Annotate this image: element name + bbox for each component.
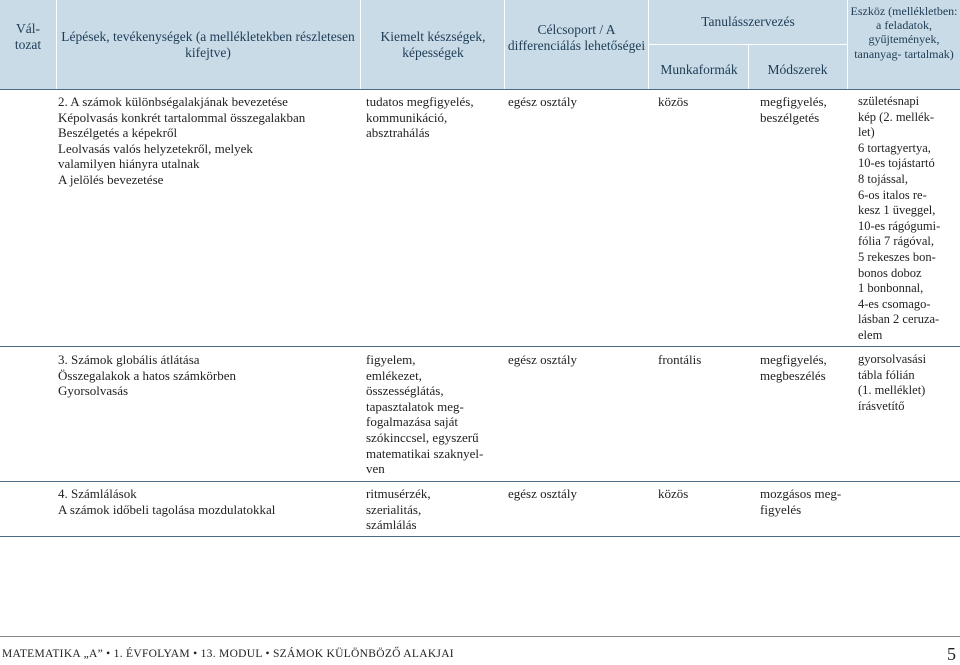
row-skills: figyelem, emlékezet, összességlátás, tapasztalatok meg- fogalmazása saját szókinccsel, egyszerű matematikai szaknyel- ven: [366, 352, 484, 477]
header-steps: Lépések, tevékenységek (a mellékletekben részletesen kifejtve): [61, 29, 355, 60]
row-target: egész osztály: [508, 94, 577, 109]
table-header: [0, 0, 960, 89]
row-method: mozgásos meg- figyelés: [760, 486, 842, 517]
header-divider: [360, 0, 361, 89]
header-divider: [748, 44, 749, 89]
header-tools: Eszköz (mellékletben: a feladatok, gyűjtemények, tananyag- tartalmak): [850, 4, 958, 61]
header-organization: Tanulásszervezés: [701, 14, 795, 29]
footer-running-title: MATEMATIKA „A” • 1. ÉVFOLYAM • 13. MODUL • SZÁMOK KÜLÖNBÖZŐ ALAKJAI: [2, 648, 454, 660]
row-divider: [0, 346, 960, 347]
header-divider: [504, 0, 505, 89]
row-workform: közös: [658, 486, 689, 501]
footer-rule: [0, 636, 960, 637]
row-skills: ritmusérzék, szerialitás, számlálás: [366, 486, 431, 533]
row-divider: [0, 481, 960, 482]
row-steps: 4. Számlálások A számok időbeli tagolása mozdulatokkal: [58, 486, 276, 517]
table-bottom-border: [0, 536, 960, 537]
page-number: 5: [947, 644, 956, 664]
row-divider: [0, 89, 960, 90]
row-steps: 3. Számok globális átlátása Összegalakok a hatos számkörben Gyorsolvasás: [58, 352, 236, 399]
row-tools: születésnapi kép (2. mellék- let) 6 tortagyertya, 10-es tojástartó 8 tojással, 6-os italos re- kesz 1 üveggel, 10-es rágógumi- fólia 7 rágóval, 5 rekeszes bon- bonos doboz 1 bonbonnal, 4-es csomago- lásban 2 ceruza- elem: [858, 94, 941, 342]
header-workforms: Munkaformák: [660, 62, 738, 77]
row-tools: gyorsolvasási tábla fólián (1. melléklet) írásvetítő: [858, 352, 927, 413]
header-divider: [847, 0, 848, 89]
row-workform: közös: [658, 94, 689, 109]
row-target: egész osztály: [508, 486, 577, 501]
header-methods: Módszerek: [767, 62, 828, 77]
header-skills: Kiemelt készségek, képességek: [380, 29, 486, 60]
page-footer: [0, 636, 960, 664]
row-method: megfigyelés, beszélgetés: [760, 94, 827, 125]
header-divider: [56, 0, 57, 89]
header-target-group: Célcsoport / A differenciálás lehetőségei: [507, 22, 646, 53]
row-skills: tudatos megfigyelés, kommunikáció, absztrahálás: [366, 94, 474, 141]
header-variant: Vál- tozat: [14, 21, 42, 52]
row-steps: 2. A számok különbségalakjának bevezetése Képolvasás konkrét tartalommal összegalakban Beszélgetés a képekről Leolvasás valós helyzetekről, melyek valamilyen hiányra utalnak A jelölés bevezetése: [58, 94, 306, 187]
row-target: egész osztály: [508, 352, 577, 367]
row-method: megfigyelés, megbeszélés: [760, 352, 827, 383]
row-workform: frontális: [658, 352, 702, 367]
header-divider: [648, 44, 847, 45]
